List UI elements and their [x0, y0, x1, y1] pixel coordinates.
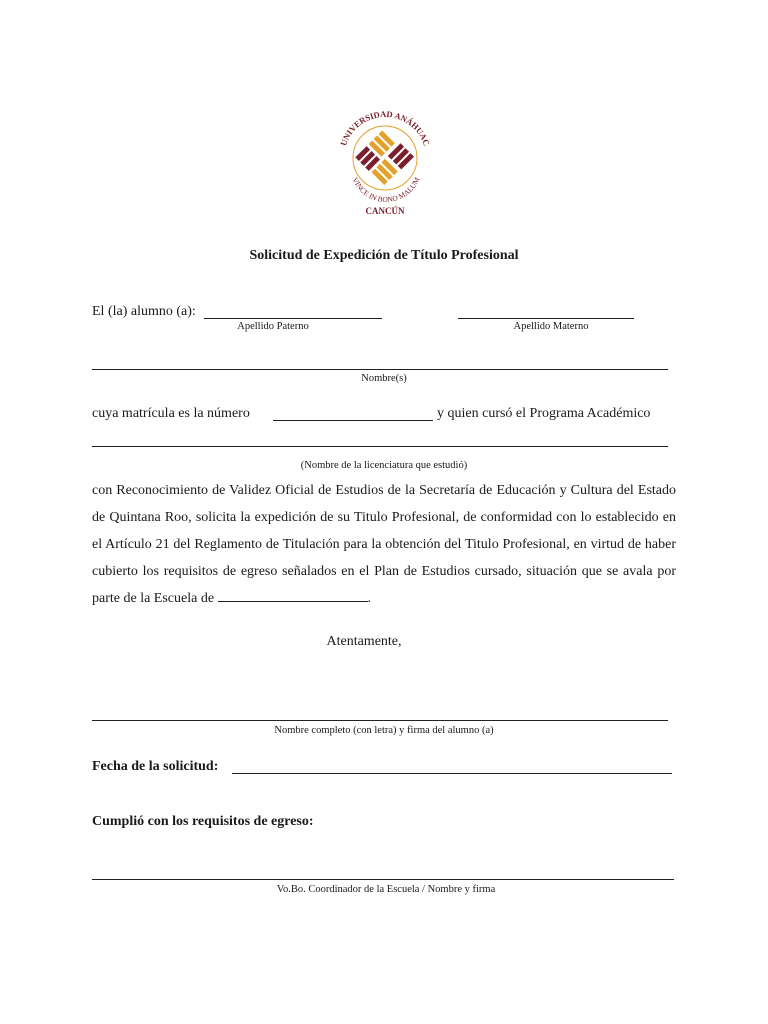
closing-text: Atentamente, [326, 634, 402, 649]
vobo-caption: Vo.Bo. Coordinador de la Escuela / Nombre y firma [276, 884, 496, 895]
fecha-field[interactable] [232, 773, 672, 774]
nombres-caption: Nombre(s) [361, 373, 407, 384]
seal-emblem [355, 128, 414, 187]
university-seal-logo [330, 100, 440, 220]
matricula-field[interactable] [273, 420, 433, 421]
firma-alumno-caption: Nombre completo (con letra) y firma del alumno (a) [274, 725, 494, 736]
declaration-paragraph [92, 477, 676, 612]
seal-text-bottom: VINCE IN BONO MALUM [350, 175, 422, 205]
document-title: Solicitud de Expedición de Título Profesional [249, 248, 519, 263]
nombres-field[interactable] [92, 369, 668, 370]
matricula-prefix: cuya matrícula es la número [92, 406, 250, 421]
firma-alumno-field[interactable] [92, 720, 668, 721]
declaration-end: . [367, 591, 372, 606]
requisitos-label: Cumplió con los requisitos de egreso: [92, 814, 314, 829]
apellido-materno-caption: Apellido Materno [513, 321, 589, 332]
escuela-field[interactable] [218, 589, 368, 602]
declaration-text: con Reconocimiento de Validez Oficial de Estudios de la Secretaría de Educación y Cultura del Estado de Quintana Roo, solicita la expedición de su Titulo Profesional, de conformidad con lo establecido en el Artículo 21 del Reglamento de Titulación para la obtención del Titulo Profesional, en virtud de haber cubierto los requisitos de egreso señalados en el Plan de Estudios cursado, situación que se avala por parte de la Escuela de [92, 483, 676, 606]
apellido-paterno-caption: Apellido Paterno [237, 321, 309, 332]
vobo-field[interactable] [92, 879, 674, 880]
fecha-label: Fecha de la solicitud: [92, 759, 219, 774]
licenciatura-caption: (Nombre de la licenciatura que estudió) [300, 460, 468, 471]
alumno-label: El (la) alumno (a): [92, 304, 196, 319]
apellido-paterno-field[interactable] [204, 318, 382, 319]
matricula-suffix: y quien cursó el Programa Académico [437, 406, 651, 421]
seal-campus: CANCÚN [365, 206, 405, 216]
seal-text-top: UNIVERSIDAD ANÁHUAC [338, 108, 432, 148]
licenciatura-field[interactable] [92, 446, 668, 447]
apellido-materno-field[interactable] [458, 318, 634, 319]
